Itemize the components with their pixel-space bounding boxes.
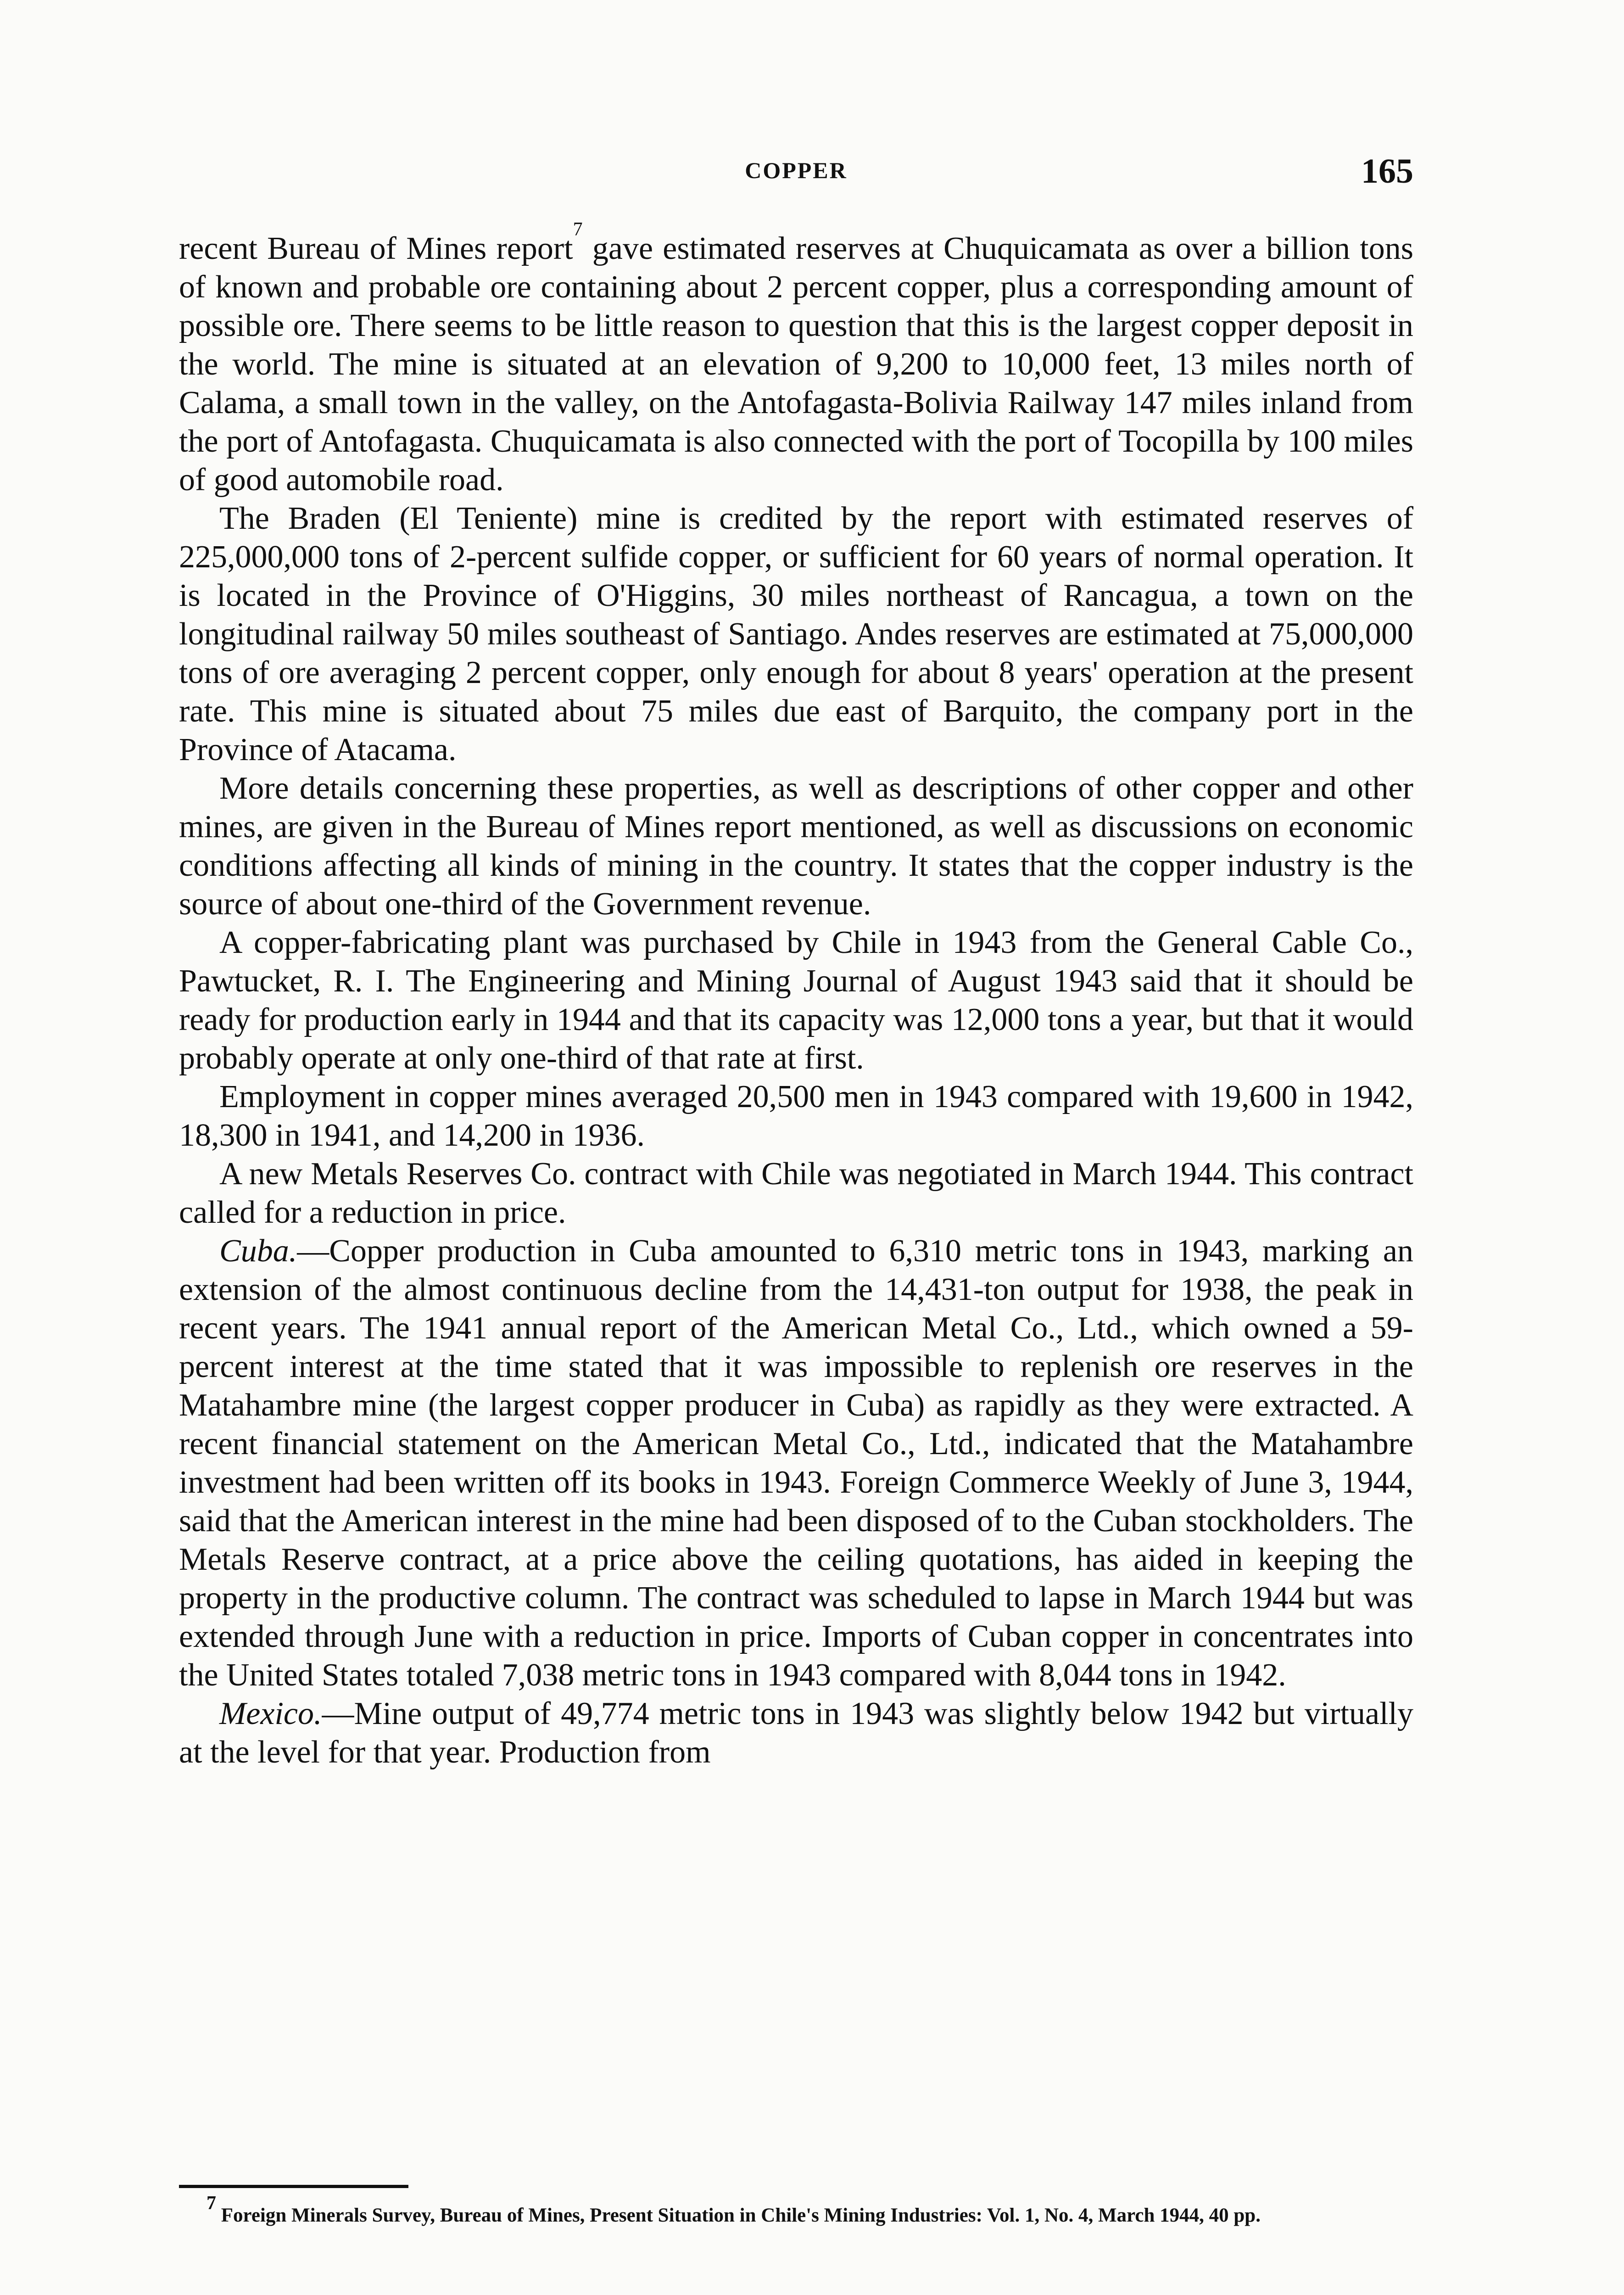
paragraph-more-details: More details concerning these properties, as well as descriptions of other copper and other mines, are given in the Bureau of Mines report mentioned, as well as discussions on economic conditions affecting all kinds of mining in the country. It states that the copper industry is the source of about one-third of the Government revenue. <box>179 771 1413 922</box>
paragraph-fabricating-plant: A copper-fabricating plant was purchased by Chile in 1943 from the General Cable Co., Pawtucket, R. I. The Engineering and Mining Journal of August 1943 said that it should be ready for production early in 1944 and that its capacity was 12,000 tons a year, but that it would probably operate at only one-third of that rate at first. <box>179 925 1413 1076</box>
footnote-marker: 7 <box>206 2193 216 2214</box>
footnote-text: Foreign Minerals Survey, Bureau of Mines, Present Situation in Chile's Mining Industries: Vol. 1, No. 4, March 1944, 40 pp. <box>216 2205 1261 2226</box>
running-head: COPPER <box>745 157 848 183</box>
page-number: 165 <box>1361 152 1413 190</box>
body-text <box>179 219 1413 1772</box>
paragraph-employment: Employment in copper mines averaged 20,500 men in 1943 compared with 19,600 in 1942, 18,300 in 1941, and 14,200 in 1936. <box>179 1079 1413 1153</box>
section-run-in-heading: Mexico. <box>219 1696 322 1731</box>
footnote-reference: 7 <box>573 219 583 240</box>
section-run-in-heading: Cuba. <box>219 1233 297 1269</box>
paragraph-cuba <box>179 1232 1413 1695</box>
paragraph-braden: The Braden (El Teniente) mine is credited by the report with estimated reserves of 225,000,000 tons of 2-percent sulfide copper, or sufficient for 60 years of normal operation. It is located in the Province of O'Higgins, 30 miles northeast of Rancagua, a town on the longitudinal railway 50 miles southeast of Santiago. Andes reserves are estimated at 75,000,000 tons of ore averaging 2 percent copper, only enough for about 8 years' operation at the present rate. This mine is situated about 75 miles due east of Barquito, the company port in the Province of Atacama. <box>179 501 1413 767</box>
page-header <box>179 151 1413 202</box>
paragraph-text: gave estimated reserves at Chuquicamata as over a billion tons of known and probable ore containing about 2 percent copper, plus a corresponding amount of possible ore. There seems to be little reason to question that this is the largest copper deposit in the world. The mine is situated at an elevation of 9,200 to 10,000 feet, 13 miles north of Calama, a small town in the valley, on the Antofagasta-Bolivia Railway 147 miles inland from the port of Antofagasta. Chuquicamata is also connected with the port of Tocopilla by 100 miles of good automobile road. <box>179 231 1413 498</box>
footnote <box>179 2193 1413 2228</box>
paragraph-metals-reserves-contract: A new Metals Reserves Co. contract with Chile was negotiated in March 1944. This contract called for a reduction in price. <box>179 1156 1413 1230</box>
paragraph-text: —Mine output of 49,774 metric tons in 1943 was slightly below 1942 but virtually at the level for that year. Production from <box>179 1696 1413 1770</box>
paragraph-text: recent Bureau of Mines report <box>179 231 573 266</box>
paragraph-text: —Copper production in Cuba amounted to 6,310 metric tons in 1943, marking an extension of the almost continuous decline from the 14,431-ton output for 1938, the peak in recent years. The 1941 annual report of the American Metal Co., Ltd., which owned a 59-percent interest at the time stated that it was impossible to replenish ore reserves in the Matahambre mine (the largest copper producer in Cuba) as rapidly as they were extracted. A recent financial statement on the American Metal Co., Ltd., indicated that the Matahambre investment had been written off its books in 1943. Foreign Commerce Weekly of June 3, 1944, said that the American interest in the mine had been disposed of to the Cuban stockholders. The Metals Reserve contract, at a price above the ceiling quotations, has aided in keeping the property in the productive column. The contract was scheduled to lapse in March 1944 but was extended through June with a reduction in price. Imports of Cuban copper in concentrates into the United States totaled 7,038 metric tons in 1943 compared with 8,044 tons in 1942. <box>179 1233 1413 1693</box>
paragraph-chuquicamata <box>179 219 1413 499</box>
footnote-divider <box>179 2185 408 2188</box>
paragraph-mexico <box>179 1695 1413 1772</box>
